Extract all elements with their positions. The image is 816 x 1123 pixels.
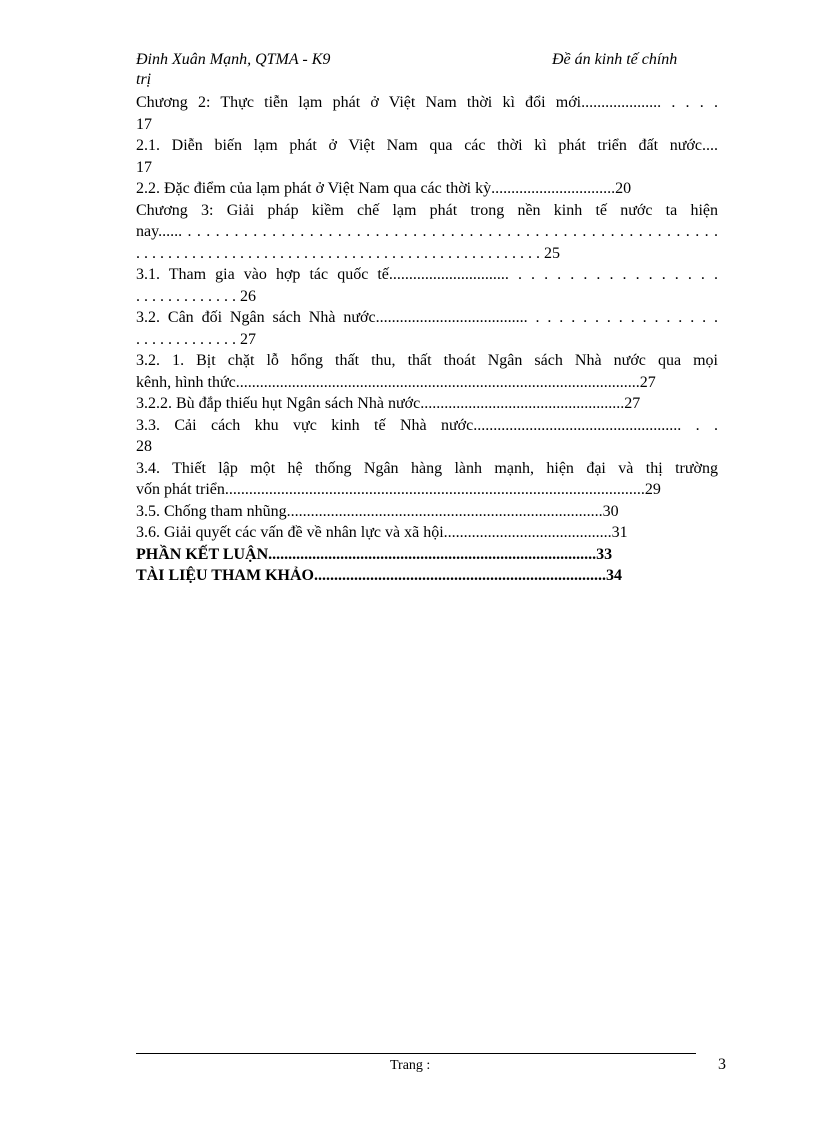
toc-line: 28 bbox=[136, 438, 152, 455]
toc-line: vốn phát triển.........................................................................................................29 bbox=[136, 481, 661, 498]
toc-line: TÀI LIỆU THAM KHẢO.........................................................................34 bbox=[136, 567, 622, 584]
toc-line: Chương 2: Thực tiễn lạm phát ở Việt Nam thời kì đổi mới.................... . . . . bbox=[136, 94, 718, 111]
toc-line: . . . . . . . . . . . . . . . . . . . . . . . . . . . . . . . . . . . . . . . . . . . . . . . . . . . 25 bbox=[136, 244, 560, 262]
toc-line: kênh, hình thức.....................................................................................................27 bbox=[136, 373, 656, 391]
toc-line: 3.2. Cân đối Ngân sách Nhà nước...................................... . . . . . . . . . . . . . . . . bbox=[136, 309, 718, 326]
toc-line: nay...... . . . . . . . . . . . . . . . . . . . . . . . . . . . . . . . . . . . . . . . . . . . . . . . . . . . . . . . . . bbox=[136, 223, 718, 240]
toc-line: 3.5. Chống tham nhũng...............................................................................30 bbox=[136, 502, 619, 520]
toc-line: 3.4. Thiết lập một hệ thống Ngân hàng lành mạnh, hiện đại và thị trường bbox=[136, 459, 718, 477]
toc-line: . . . . . . . . . . . . . 26 bbox=[136, 287, 256, 305]
toc-line: PHẦN KẾT LUẬN..................................................................................33 bbox=[136, 545, 613, 563]
toc-line: 17 bbox=[136, 158, 152, 176]
table-of-contents bbox=[136, 92, 718, 587]
header-title-wrap: trị bbox=[136, 71, 152, 88]
toc-line: 17 bbox=[136, 115, 152, 133]
toc-line: 3.3. Cải cách khu vực kinh tế Nhà nước.................................................... . . bbox=[136, 416, 718, 434]
toc-line: 2.1. Diễn biến lạm phát ở Việt Nam qua các thời kì phát triển đất nước.... bbox=[136, 137, 718, 154]
toc-line: Chương 3: Giải pháp kiềm chế lạm phát trong nền kinh tế nước ta hiện bbox=[136, 201, 718, 219]
toc-line: 3.2.2. Bù đắp thiếu hụt Ngân sách Nhà nước...................................................27 bbox=[136, 395, 641, 412]
header-title: Đề án kinh tế chính bbox=[552, 51, 678, 68]
header-author: Đinh Xuân Mạnh, QTMA - K9 bbox=[136, 51, 331, 68]
toc-line: 3.2. 1. Bịt chặt lỗ hổng thất thu, thất thoát Ngân sách Nhà nước qua mọi bbox=[136, 352, 718, 369]
footer-rule bbox=[136, 1053, 696, 1054]
toc-line: 2.2. Đặc điểm của lạm phát ở Việt Nam qua các thời kỳ...............................20 bbox=[136, 180, 632, 197]
toc-line: 3.1. Tham gia vào hợp tác quốc tế.............................. . . . . . . . . . . . . . . . . bbox=[136, 266, 718, 283]
toc-line: . . . . . . . . . . . . . 27 bbox=[136, 330, 256, 348]
toc-line: 3.6. Giải quyết các vấn đề về nhân lực và xã hội..........................................31 bbox=[136, 524, 628, 541]
footer-page-number: 3 bbox=[718, 1056, 726, 1073]
footer-page-label: Trang : bbox=[390, 1058, 431, 1073]
